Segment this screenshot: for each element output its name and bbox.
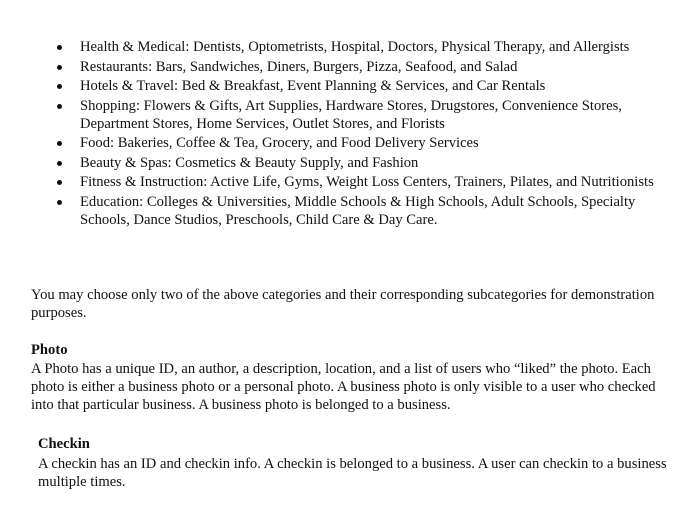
category-text: Fitness & Instruction: Active Life, Gyms, Weight Loss Centers, Trainers, Pilates, and Nutritionists	[80, 174, 654, 190]
bullet-icon	[57, 45, 62, 50]
bullet-icon	[57, 200, 62, 205]
category-text: Hotels & Travel: Bed & Breakfast, Event Planning & Services, and Car Rentals	[80, 78, 546, 94]
category-text: Shopping: Flowers & Gifts, Art Supplies, Hardware Stores, Drugstores, Convenience Stores, Department Stores, Home Services, Outlet Stores, and Florists	[80, 97, 622, 132]
category-item-beauty	[56, 154, 671, 172]
category-list	[56, 38, 671, 230]
checkin-heading: Checkin	[38, 436, 90, 452]
category-item-fitness	[56, 173, 671, 191]
category-item-shopping	[56, 97, 671, 133]
bullet-icon	[57, 104, 62, 109]
category-item-hotels	[56, 77, 671, 95]
category-text: Education: Colleges & Universities, Middle Schools & High Schools, Adult Schools, Specialty Schools, Dance Studios, Preschools, Child Care & Day Care.	[80, 193, 636, 228]
checkin-paragraph: A checkin has an ID and checkin info. A checkin is belonged to a business. A user can checkin to a business multiple times.	[38, 456, 667, 490]
photo-paragraph: A Photo has a unique ID, an author, a description, location, and a list of users who “liked” the photo. Each photo is either a business photo or a personal photo. A business photo is only visible to a user who checked into that particular business. A business photo is belonged to a business.	[31, 361, 656, 413]
photo-heading: Photo	[31, 342, 68, 358]
bullet-icon	[57, 141, 62, 146]
category-item-restaurants	[56, 58, 671, 76]
bullet-icon	[57, 84, 62, 89]
category-text: Food: Bakeries, Coffee & Tea, Grocery, and Food Delivery Services	[80, 135, 479, 151]
category-text: Health & Medical: Dentists, Optometrists, Hospital, Doctors, Physical Therapy, and Allergists	[80, 39, 630, 55]
bullet-icon	[57, 65, 62, 70]
bullet-icon	[57, 161, 62, 166]
category-item-education	[56, 193, 671, 229]
intro-paragraph: You may choose only two of the above categories and their corresponding subcategories for demonstration purposes.	[31, 287, 655, 321]
bullet-icon	[57, 180, 62, 185]
category-item-health	[56, 38, 671, 56]
category-text: Restaurants: Bars, Sandwiches, Diners, Burgers, Pizza, Seafood, and Salad	[80, 58, 518, 75]
category-text: Beauty & Spas: Cosmetics & Beauty Supply, and Fashion	[80, 154, 419, 171]
category-item-food	[56, 134, 671, 152]
